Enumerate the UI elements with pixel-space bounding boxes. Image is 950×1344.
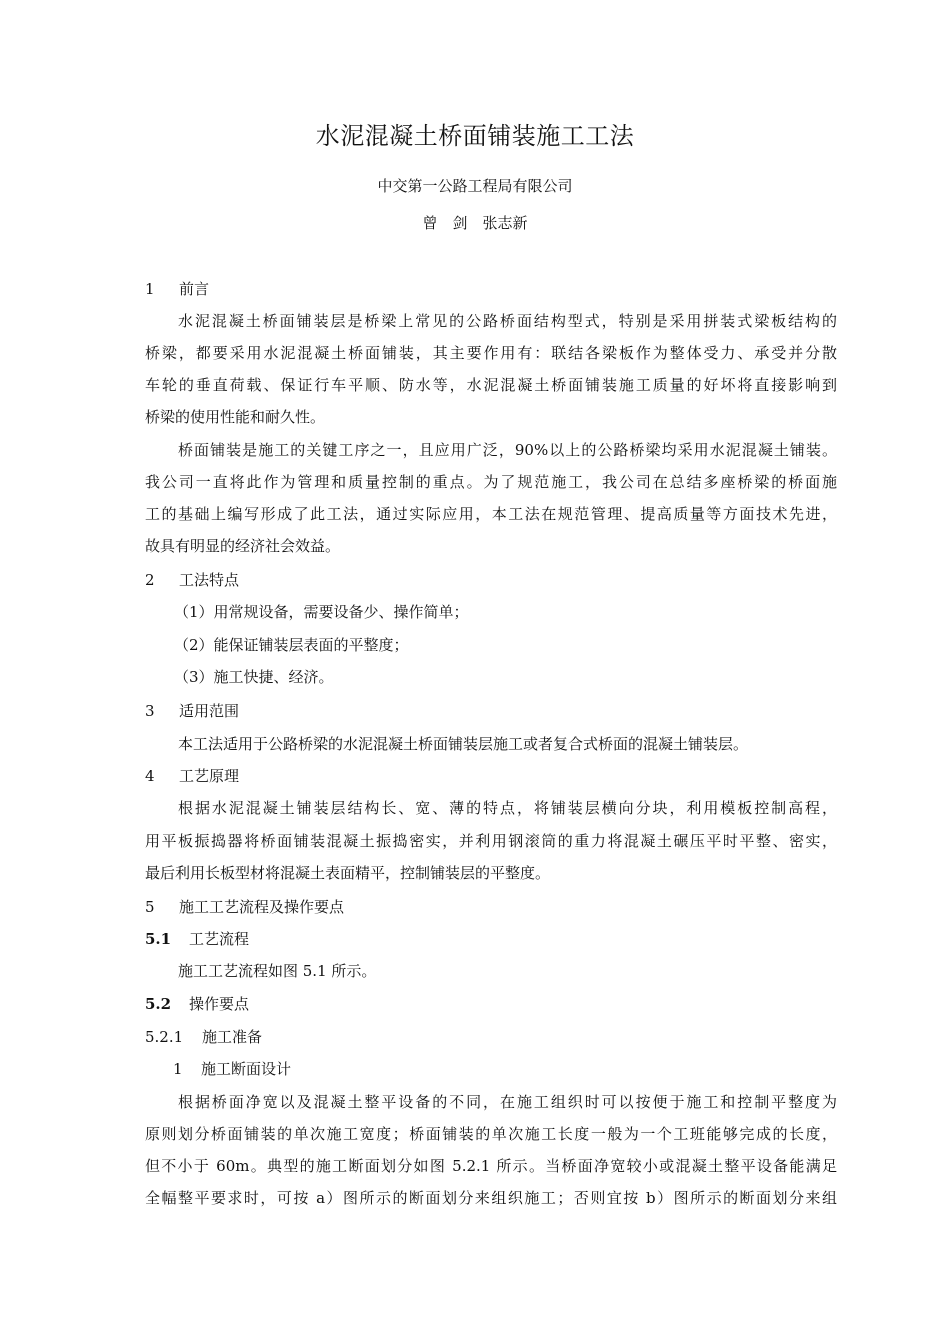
paragraph-line: 水泥混凝土桥面铺装层是桥梁上常见的公路桥面结构型式，特别是采用拼装式梁板结构的 — [178, 312, 837, 330]
paragraph-line: 施工工艺流程如图 5.1 所示。 — [178, 962, 377, 980]
subsection-5-2-heading — [145, 993, 249, 1015]
section-title: 施工工艺流程及操作要点 — [179, 898, 345, 916]
section-title: 工法特点 — [179, 571, 240, 589]
authors: 曾 剑 张志新 — [422, 214, 528, 232]
section-title: 操作要点 — [189, 995, 250, 1013]
paragraph-line: 桥梁，都要采用水泥混凝土桥面铺装，其主要作用有：联结各梁板作为整体受力、承受并分散 — [145, 344, 837, 362]
section-title: 适用范围 — [179, 702, 240, 720]
paragraph-line: 故具有明显的经济社会效益。 — [145, 537, 341, 555]
section-4-heading — [145, 765, 239, 787]
paragraph-line: 根据桥面净宽以及混凝土整平设备的不同，在施工组织时可以按便于施工和控制平整度为 — [178, 1093, 837, 1111]
paragraph-line: 原则划分桥面铺装的单次施工宽度；桥面铺装的单次施工长度一般为一个工班能够完成的长度， — [145, 1125, 837, 1143]
list-item: （2）能保证铺装层表面的平整度； — [174, 636, 409, 654]
section-title: 工艺流程 — [189, 930, 250, 948]
section-number: 5.2 — [145, 995, 172, 1013]
section-number: 5.2.1 — [145, 1028, 184, 1046]
organization: 中交第一公路工程局有限公司 — [377, 177, 573, 195]
section-number: 2 — [145, 571, 155, 589]
subsection-5-1-heading — [145, 928, 249, 950]
subsection-5-2-1-heading — [145, 1026, 262, 1048]
paragraph-line: 工的基础上编写形成了此工法，通过实际应用，本工法在规范管理、提高质量等方面技术先进， — [145, 505, 837, 523]
item-title: 施工断面设计 — [201, 1060, 292, 1078]
paragraph-line: 但不小于 60m。典型的施工断面划分如图 5.2.1 所示。当桥面净宽较小或混凝土整平设备能满足 — [145, 1157, 837, 1175]
paragraph-line: 用平板振捣器将桥面铺装混凝土振捣密实，并利用钢滚筒的重力将混凝土碾压平时平整、密实， — [145, 832, 837, 850]
paragraph-line: 本工法适用于公路桥梁的水泥混凝土桥面铺装层施工或者复合式桥面的混凝土铺装层。 — [178, 735, 749, 753]
paragraph-line: 最后利用长板型材将混凝土表面精平，控制铺装层的平整度。 — [145, 864, 551, 882]
section-title: 前言 — [179, 280, 210, 298]
paragraph-line: 全幅整平要求时，可按 a）图所示的断面划分来组织施工；否则宜按 b）图所示的断面划分来组 — [145, 1189, 837, 1207]
list-item: （3）施工快捷、经济。 — [174, 668, 334, 686]
list-item: （1）用常规设备，需要设备少、操作简单； — [174, 603, 469, 621]
section-5-heading — [145, 896, 344, 918]
paragraph-line: 车轮的垂直荷载、保证行车平顺、防水等，水泥混凝土桥面铺装施工质量的好坏将直接影响到 — [145, 376, 837, 394]
paragraph-line: 根据水泥混凝土铺装层结构长、宽、薄的特点，将铺装层横向分块，利用模板控制高程， — [178, 799, 837, 817]
item-number: 1 — [173, 1060, 183, 1078]
section-number: 3 — [145, 702, 155, 720]
paragraph-line: 我公司一直将此作为管理和质量控制的重点。为了规范施工，我公司在总结多座桥梁的桥面施 — [145, 473, 837, 491]
paragraph-line: 桥梁的使用性能和耐久性。 — [145, 408, 326, 426]
section-title: 施工准备 — [202, 1028, 263, 1046]
paragraph-line: 桥面铺装是施工的关键工序之一，且应用广泛，90%以上的公路桥梁均采用水泥混凝土铺装。 — [178, 441, 837, 459]
section-title: 工艺原理 — [179, 767, 240, 785]
section-3-heading — [145, 700, 239, 722]
section-number: 4 — [145, 767, 155, 785]
section-number: 5.1 — [145, 930, 172, 948]
section-2-heading — [145, 569, 239, 591]
section-number: 5 — [145, 898, 155, 916]
section-1-heading — [145, 278, 209, 300]
document-title: 水泥混凝土桥面铺装施工工法 — [315, 122, 635, 150]
item-1-heading — [173, 1058, 291, 1080]
section-number: 1 — [145, 280, 155, 298]
